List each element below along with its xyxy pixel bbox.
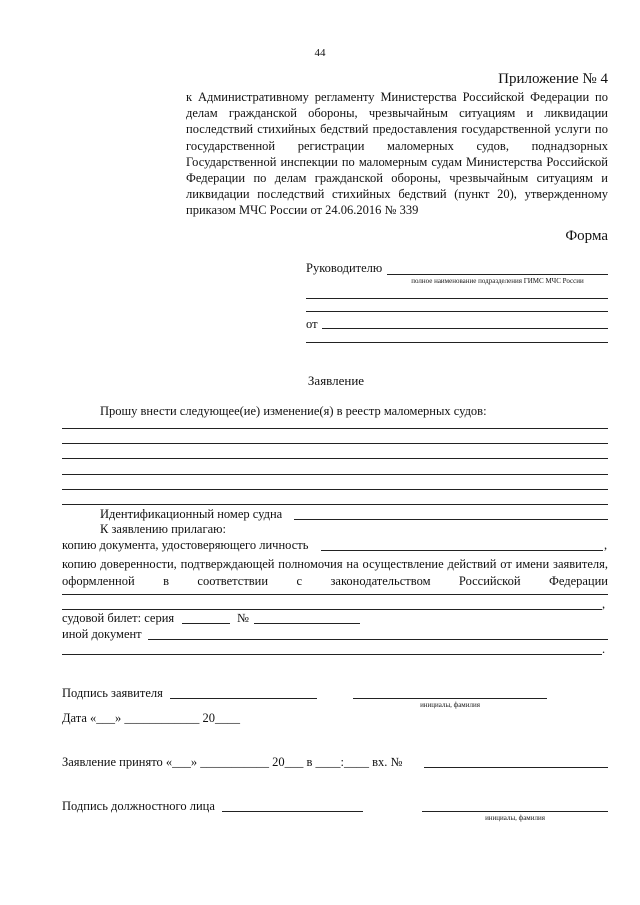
vessel-id-label: Идентификационный номер судна [100, 507, 283, 521]
request-line-6[interactable] [62, 504, 608, 505]
incoming-number-line[interactable] [424, 767, 608, 768]
power-of-attorney-text: копию доверенности, подтверждающей полномочия на осуществление действий от имени заявителя, оформленной в соответствии с законодательством Российской Федерации [62, 557, 608, 588]
attorney-line-2[interactable] [62, 609, 602, 610]
form-label: Форма [565, 228, 608, 244]
addressee-from-line[interactable] [322, 328, 608, 329]
applicant-signature-label: Подпись заявителя [62, 686, 163, 700]
request-line-2[interactable] [62, 443, 608, 444]
statement-request: Прошу внести следующее(ие) изменение(я) в реестр маломерных судов: [100, 404, 487, 418]
other-doc-label: иной документ [62, 627, 142, 641]
applicant-initials-line[interactable] [353, 698, 547, 699]
attach-label: К заявлению прилагаю: [100, 522, 226, 536]
id-doc-line[interactable] [321, 550, 603, 551]
addressee-line-5[interactable] [306, 342, 608, 343]
ship-ticket-no-label: № [237, 611, 249, 625]
other-doc-period: . [602, 642, 606, 656]
other-doc-line[interactable] [148, 639, 608, 640]
date-field[interactable]: Дата «___» ____________ 20____ [62, 711, 241, 725]
official-signature-label: Подпись должностного лица [62, 799, 215, 813]
vessel-id-line[interactable] [294, 519, 608, 520]
ship-ticket-no-line[interactable] [254, 623, 360, 624]
request-line-5[interactable] [62, 489, 608, 490]
appendix-title: Приложение № 4 [498, 71, 608, 87]
addressee-to-caption: полное наименование подразделения ГИМС МЧС России [411, 277, 584, 285]
other-doc-line-2[interactable] [62, 654, 602, 655]
id-doc-comma: , [604, 538, 608, 552]
request-line-3[interactable] [62, 458, 608, 459]
addressee-line-3[interactable] [306, 311, 608, 312]
attorney-line-1[interactable] [62, 594, 608, 595]
ship-ticket-series-line[interactable] [182, 623, 230, 624]
ship-ticket-label: судовой билет: серия [62, 611, 175, 625]
addressee-line-2[interactable] [306, 298, 608, 299]
statement-title: Заявление [307, 373, 365, 388]
attorney-comma: , [602, 597, 606, 611]
addressee-to-label: Руководителю [306, 261, 383, 275]
appendix-body: к Административному регламенту Министерства Российской Федерации по делам гражданской обороны, чрезвычайным ситуациям и ликвидации последствий стихийных бедствий предоставления государственной услуги по государственной регистрации маломерных судов, поднадзорных Государственной инспекции по маломерным судам Министерства Российской Федерации по делам гражданской обороны, чрезвычайным ситуациям и ликвидации последствий стихийных бедствий (пункт 20), утвержденному приказом МЧС России от 24.06.2016 № 339 [186, 90, 608, 218]
request-line-1[interactable] [62, 428, 608, 429]
official-initials-line[interactable] [422, 811, 608, 812]
addressee-to-line[interactable] [387, 274, 608, 275]
addressee-from-label: от [306, 317, 318, 331]
official-signature-line[interactable] [222, 811, 363, 812]
official-initials-caption: инициалы, фамилия [485, 814, 545, 822]
page-number: 44 [314, 47, 326, 59]
accepted-field[interactable]: Заявление принято «___» ___________ 20___ в ____:____ вх. № [62, 755, 403, 769]
applicant-initials-caption: инициалы, фамилия [420, 701, 480, 709]
id-doc-label: копию документа, удостоверяющего личность [62, 538, 309, 552]
request-line-4[interactable] [62, 474, 608, 475]
applicant-signature-line[interactable] [170, 698, 317, 699]
